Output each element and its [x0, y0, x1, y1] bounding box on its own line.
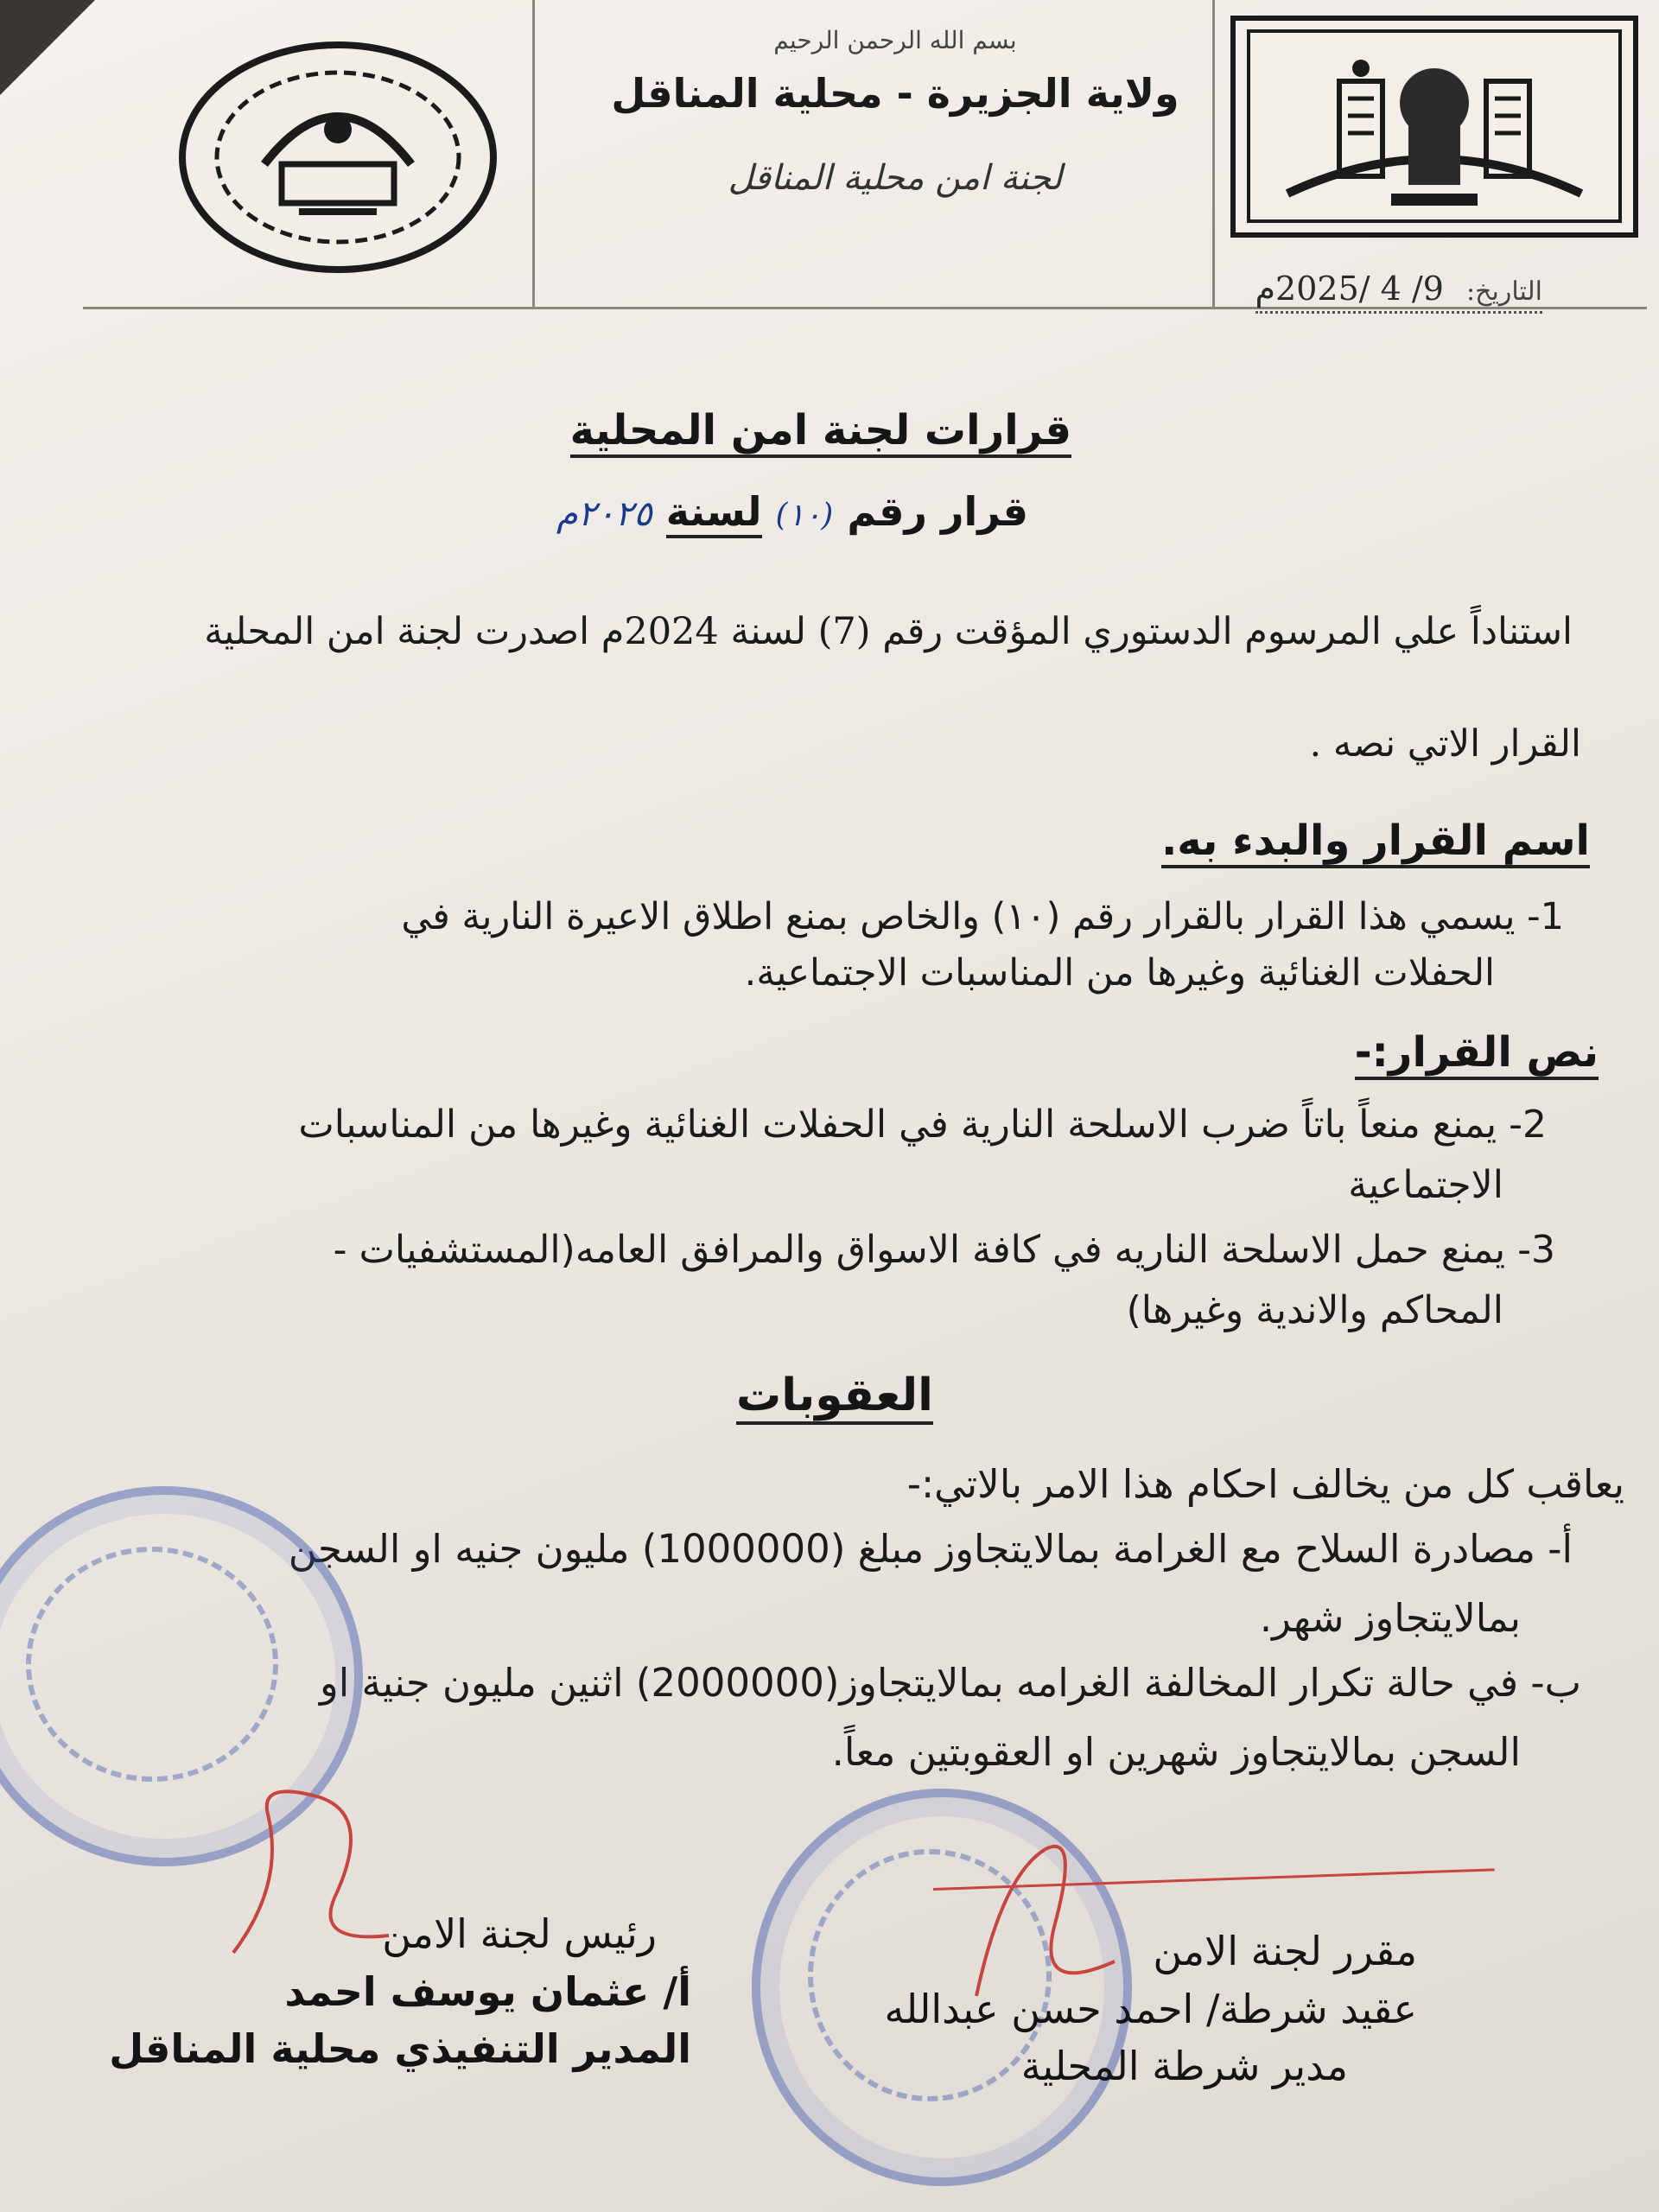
penalty-b-line-1: ب- في حالة تكرار المخالفة الغرامه بمالايتجاوز(2000000) اثنين مليون جنية او — [320, 1660, 1581, 1706]
item-3-line-1: 3- يمنع حمل الاسلحة الناريه في كافة الاسواق والمرافق العامه(المستشفيات - — [333, 1228, 1555, 1272]
decision-number-line — [556, 488, 1028, 535]
penalty-a-line-2: بمالايتجاوز شهر. — [1259, 1595, 1521, 1641]
rapporteur-name: عقيد شرطة/ احمد حسن عبدالله — [884, 1985, 1417, 2032]
basmala: بسم الله الرحمن الرحيم — [773, 26, 1017, 54]
emblem-icon — [1236, 21, 1633, 232]
decision-year-handwritten: ٢٠٢٥م — [556, 494, 652, 534]
background-corner — [0, 0, 95, 95]
signature-block-rapporteur — [812, 1923, 1417, 2095]
decision-number-prefix: قرار رقم — [847, 488, 1028, 535]
penalty-a-line-1: أ- مصادرة السلاح مع الغرامة بمالايتجاوز مبلغ (1000000) مليون جنيه او السجن — [288, 1526, 1573, 1572]
header-divider — [532, 0, 535, 307]
date-label: التاريخ: — [1466, 276, 1542, 307]
item-3-line-2: المحاكم والاندية وغيرها) — [1126, 1288, 1503, 1332]
decisions-heading: قرارات لجنة امن المحلية — [570, 406, 1071, 458]
penalties-intro: يعاقب كل من يخالف احكام هذا الامر بالاتي:- — [906, 1461, 1624, 1507]
state-emblem-logo — [1230, 16, 1638, 238]
seal-icon — [169, 35, 506, 281]
decision-number-handwritten: (١٠) — [775, 498, 834, 533]
penalties-heading: العقوبات — [736, 1370, 933, 1425]
letterhead — [83, 0, 1647, 309]
rapporteur-role: مدير شرطة المحلية — [1020, 2043, 1348, 2090]
date-field — [1255, 270, 1542, 314]
section-name-heading: اسم القرار والبدء به. — [1161, 817, 1590, 868]
chairman-title: رئيس لجنة الامن — [382, 1910, 657, 1957]
state-locality-title: ولاية الجزيرة - محلية المناقل — [611, 70, 1179, 117]
chairman-role: المدير التنفيذي محلية المناقل — [109, 2025, 691, 2073]
letterhead-text — [567, 26, 1224, 198]
item-2-line-1: 2- يمنع منعاً باتاً ضرب الاسلحة النارية في الحفلات الغنائية وغيرها من المناسبات — [298, 1103, 1547, 1147]
chairman-name: أ/ عثمان يوسف احمد — [284, 1967, 691, 2015]
decision-year-prefix: لسنة — [666, 488, 762, 538]
section-text-heading: نص القرار:- — [1355, 1028, 1599, 1080]
preamble-line-1: استناداً علي المرسوم الدستوري المؤقت رقم (7) لسنة 2024م اصدرت لجنة امن المحلية — [204, 610, 1573, 653]
committee-name-handwritten: لجنة امن محلية المناقل — [728, 158, 1063, 198]
stamp-inner-ring — [26, 1547, 278, 1782]
item-1-line-2: الحفلات الغنائية وغيرها من المناسبات الاجتماعية. — [744, 951, 1495, 995]
preamble-line-2: القرار الاتي نصه . — [1309, 722, 1581, 766]
rapporteur-title: مقرر لجنة الامن — [1153, 1928, 1417, 1974]
date-value: 9/ 4 /2025م — [1255, 270, 1444, 308]
penalty-b-line-2: السجن بمالايتجاوز شهرين او العقوبتين معاً. — [831, 1729, 1521, 1775]
locality-seal-logo — [169, 35, 506, 281]
signature-block-chairman — [86, 1905, 691, 2078]
item-1-line-1: 1- يسمي هذا القرار بالقرار رقم (١٠) والخاص بمنع اطلاق الاعيرة النارية في — [401, 895, 1564, 938]
item-2-line-2: الاجتماعية — [1348, 1163, 1503, 1207]
